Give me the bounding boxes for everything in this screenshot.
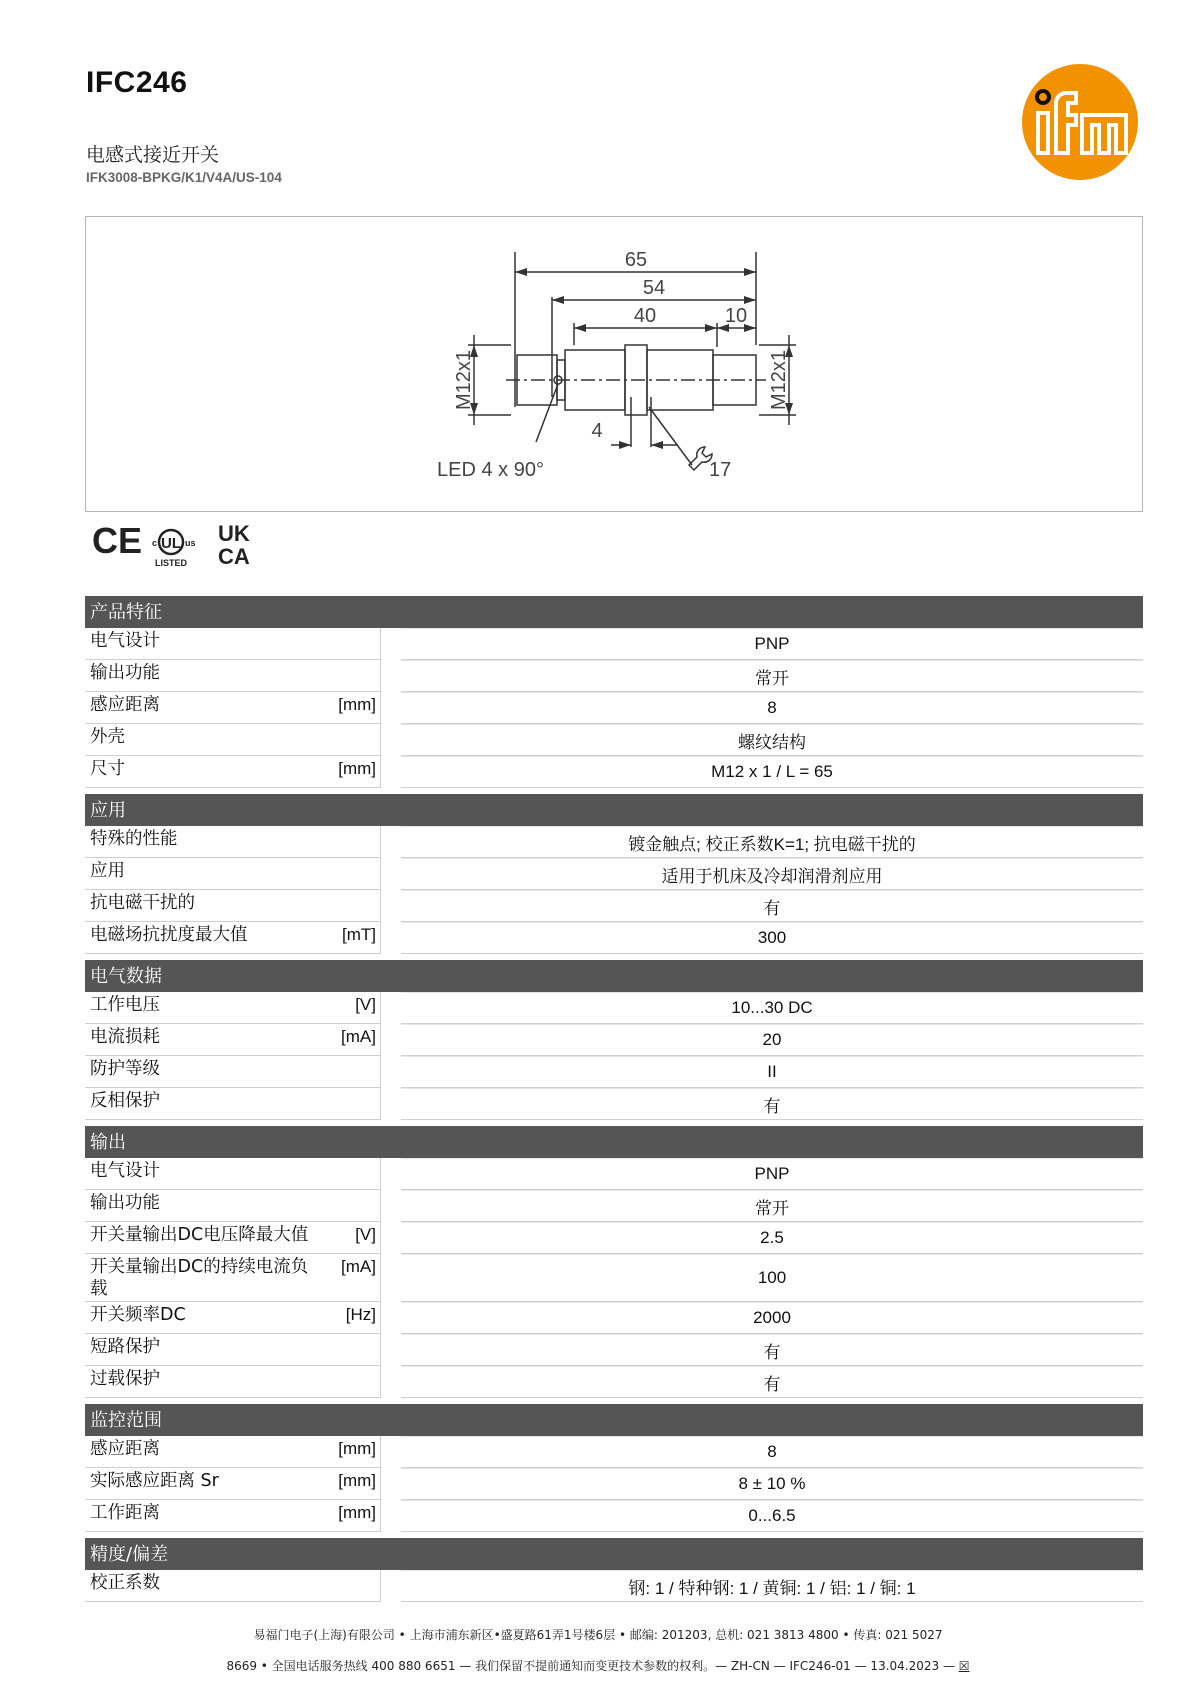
ce-mark: CE (92, 520, 143, 561)
spec-label-cell (85, 660, 381, 692)
footer-end-icon: ☒ (958, 1659, 970, 1673)
spec-row (85, 826, 1143, 858)
spec-table (85, 596, 1143, 1602)
ifm-logo (1021, 63, 1139, 181)
spec-unit: [Hz] (345, 1305, 376, 1324)
spec-label: 尺寸 (90, 759, 125, 779)
spec-row (85, 1024, 1143, 1056)
spec-label: 过载保护 (90, 1369, 160, 1389)
svg-text:CA: CA (218, 544, 250, 568)
spec-label: 感应距离 (90, 695, 160, 715)
spec-value: 300 (401, 922, 1143, 954)
spec-label-cell (85, 826, 381, 858)
spec-row (85, 1056, 1143, 1088)
spec-unit: [mT] (342, 925, 376, 944)
spec-label: 电气设计 (90, 631, 160, 651)
spec-unit: [V] (355, 1225, 376, 1244)
certification-marks (92, 520, 262, 568)
spec-row (85, 1334, 1143, 1366)
spec-unit: [mm] (338, 1439, 376, 1458)
spec-row (85, 890, 1143, 922)
spec-value: 常开 (401, 1190, 1143, 1222)
spec-label-cell (85, 992, 381, 1024)
led-label: LED 4 x 90° (437, 459, 544, 481)
spec-row (85, 992, 1143, 1024)
spec-label-cell (85, 858, 381, 890)
footer-legal-text: 8669 • 全国电话服务热线 400 880 6651 — 我们保留不提前通知而变更技术参数的权利。— ZH-CN — IFC246-01 — 13.04.2023 — (226, 1659, 959, 1673)
spec-row (85, 858, 1143, 890)
spec-value: 10...30 DC (401, 992, 1143, 1024)
product-subtitle: 电感式接近开关 (86, 144, 220, 166)
spec-label: 开关量输出DC电压降最大值 (90, 1225, 309, 1245)
spec-row (85, 628, 1143, 660)
spec-label-cell (85, 628, 381, 660)
footer-legal (0, 1657, 1196, 1674)
svg-text:UL: UL (161, 535, 181, 552)
spec-label-cell (85, 1468, 381, 1500)
spec-label: 抗电磁干扰的 (90, 893, 195, 913)
spec-label: 防护等级 (90, 1059, 160, 1079)
spec-label-cell (85, 1088, 381, 1120)
spec-label: 短路保护 (90, 1337, 160, 1357)
spec-value: 2.5 (401, 1222, 1143, 1254)
spec-value: PNP (401, 1158, 1143, 1190)
spec-value: 常开 (401, 660, 1143, 692)
spec-label-cell (85, 1056, 381, 1088)
spec-label-cell (85, 922, 381, 954)
spec-value: 有 (401, 1366, 1143, 1398)
spec-value: 2000 (401, 1302, 1143, 1334)
spec-value: 8 (401, 692, 1143, 724)
spec-row (85, 1302, 1143, 1334)
spec-label: 工作电压 (90, 995, 160, 1015)
spec-label-cell (85, 1190, 381, 1222)
section-header: 产品特征 (85, 596, 1143, 628)
spec-row (85, 1570, 1143, 1602)
spec-unit: [mm] (338, 1471, 376, 1490)
svg-text:c: c (152, 538, 158, 548)
dim-40: 40 (633, 305, 657, 327)
spec-value: PNP (401, 628, 1143, 660)
spec-value: 适用于机床及冷却润滑剂应用 (401, 858, 1143, 890)
product-code: IFK3008-BPKG/K1/V4A/US-104 (86, 170, 282, 185)
spec-label: 电流损耗 (90, 1027, 160, 1047)
spec-label-cell (85, 1302, 381, 1334)
spec-unit: [mm] (338, 1503, 376, 1522)
spec-value: II (401, 1056, 1143, 1088)
spec-label-cell (85, 1024, 381, 1056)
spec-row (85, 1158, 1143, 1190)
section-header: 精度/偏差 (85, 1538, 1143, 1570)
spec-row (85, 724, 1143, 756)
spec-row (85, 1500, 1143, 1532)
section-header: 电气数据 (85, 960, 1143, 992)
spec-label: 电气设计 (90, 1161, 160, 1181)
dim-4: 4 (591, 420, 603, 442)
spec-value: 有 (401, 1334, 1143, 1366)
ukca-mark: UK (218, 521, 250, 546)
thread-left-label: M12x1 (453, 349, 475, 411)
spec-row (85, 922, 1143, 954)
spec-row (85, 692, 1143, 724)
spec-label: 输出功能 (90, 663, 160, 683)
spec-row (85, 756, 1143, 788)
spec-value: 100 (401, 1254, 1143, 1302)
spec-label-cell (85, 1222, 381, 1254)
spec-value: 0...6.5 (401, 1500, 1143, 1532)
spec-value: 镀金触点; 校正系数K=1; 抗电磁干扰的 (401, 826, 1143, 858)
spec-row (85, 660, 1143, 692)
footer-address: 易福门电子(上海)有限公司 • 上海市浦东新区•盛夏路61弄1号楼6层 • 邮编: 201203, 总机: 021 3813 4800 • 传真: 021 5027 (253, 1628, 943, 1642)
spec-label-cell (85, 692, 381, 724)
spec-label: 特殊的性能 (90, 829, 178, 849)
spec-row (85, 1088, 1143, 1120)
product-title: IFC246 (86, 66, 188, 99)
spec-label: 感应距离 (90, 1439, 160, 1459)
spec-row (85, 1254, 1143, 1302)
spec-value: 螺纹结构 (401, 724, 1143, 756)
spec-row (85, 1436, 1143, 1468)
spec-value: 8 (401, 1436, 1143, 1468)
dimension-drawing (85, 216, 1143, 512)
spec-label: 外壳 (90, 727, 125, 747)
spec-unit: [mA] (341, 1257, 376, 1276)
spec-value: 8 ± 10 % (401, 1468, 1143, 1500)
spec-unit: [mm] (338, 695, 376, 714)
spec-label: 开关频率DC (90, 1305, 186, 1325)
spec-label-cell (85, 1436, 381, 1468)
spec-value: 钢: 1 / 特种钢: 1 / 黄铜: 1 / 铝: 1 / 铜: 1 (401, 1570, 1143, 1602)
spec-label: 实际感应距离 Sr (90, 1471, 219, 1491)
spec-label-cell (85, 1158, 381, 1190)
section-header: 应用 (85, 794, 1143, 826)
spec-label-cell (85, 756, 381, 788)
spec-row (85, 1366, 1143, 1398)
spec-label: 工作距离 (90, 1503, 160, 1523)
spec-label: 应用 (90, 861, 125, 881)
spec-label-cell (85, 1334, 381, 1366)
spec-label: 反相保护 (90, 1091, 160, 1111)
spec-label: 开关量输出DC的持续电流负载 (90, 1257, 309, 1299)
spec-row (85, 1222, 1143, 1254)
spec-label: 校正系数 (90, 1573, 160, 1593)
spec-label-cell (85, 1570, 381, 1602)
spec-unit: [V] (355, 995, 376, 1014)
spec-label: 输出功能 (90, 1193, 160, 1213)
dim-54: 54 (642, 277, 666, 299)
spec-value: 20 (401, 1024, 1143, 1056)
spec-label-cell (85, 1500, 381, 1532)
spec-row (85, 1190, 1143, 1222)
section-header: 监控范围 (85, 1404, 1143, 1436)
dim-10: 10 (724, 305, 748, 327)
spec-value: 有 (401, 1088, 1143, 1120)
svg-text:LISTED: LISTED (154, 558, 188, 568)
spec-label-cell (85, 1366, 381, 1398)
spec-label: 电磁场抗扰度最大值 (90, 925, 248, 945)
dim-65: 65 (624, 249, 648, 271)
section-header: 输出 (85, 1126, 1143, 1158)
wrench-size-label: 17 (709, 459, 732, 481)
spec-unit: [mm] (338, 759, 376, 778)
spec-unit: [mA] (341, 1027, 376, 1046)
thread-right-label: M12x1 (768, 349, 790, 411)
spec-row (85, 1468, 1143, 1500)
spec-value: M12 x 1 / L = 65 (401, 756, 1143, 788)
spec-label-cell (85, 1254, 381, 1302)
spec-label-cell (85, 724, 381, 756)
svg-text:us: us (185, 538, 196, 548)
spec-value: 有 (401, 890, 1143, 922)
spec-label-cell (85, 890, 381, 922)
